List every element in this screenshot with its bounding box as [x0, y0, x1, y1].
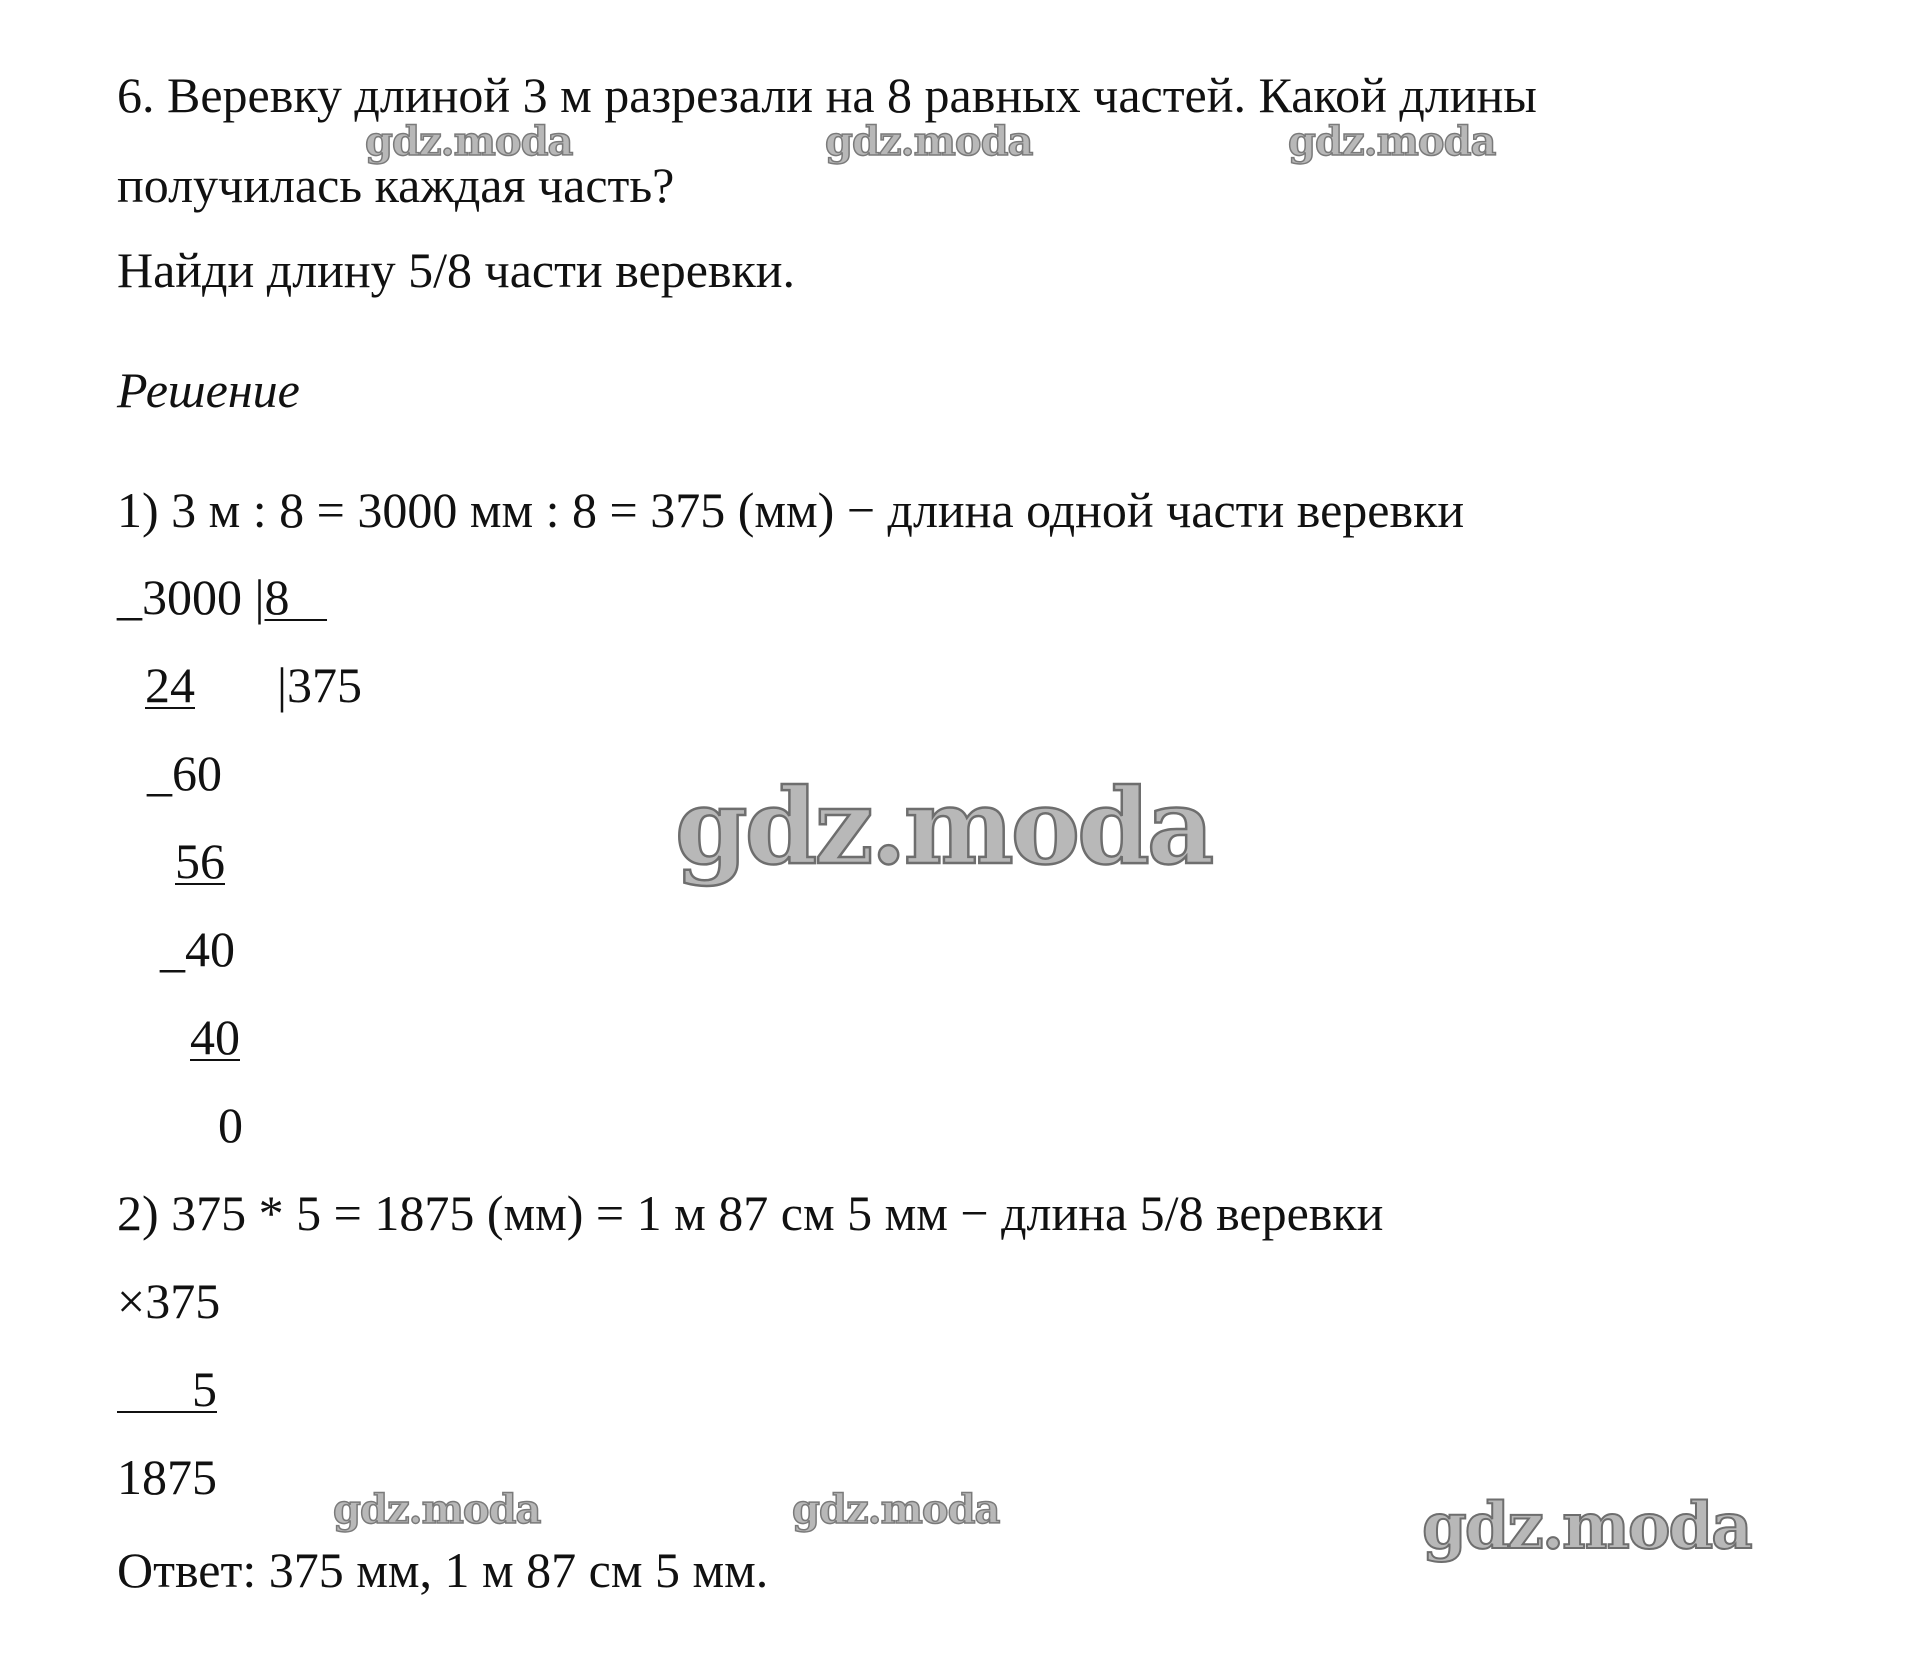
watermark: gdz.moda	[675, 765, 1212, 888]
division-rem-2: _40	[160, 921, 235, 977]
problem-line-1: 6. Веревку длиной 3 м разрезали на 8 равных частей. Какой длины	[117, 67, 1537, 123]
division-sub-3	[190, 1009, 240, 1065]
division-rem-3: 0	[218, 1097, 243, 1153]
multiplication-product: 1875	[117, 1449, 217, 1505]
division-bar: |	[254, 569, 265, 625]
multiplication-factor-1: ×375	[117, 1273, 221, 1329]
division-minus-sign: _	[117, 569, 142, 625]
division-dividend: 3000	[142, 569, 242, 625]
step-2: 2) 375 * 5 = 1875 (мм) = 1 м 87 см 5 мм − длина 5/8 веревки	[117, 1185, 1384, 1241]
watermark: gdz.moda	[1288, 118, 1496, 165]
division-rem-1: _60	[147, 745, 222, 801]
watermark: gdz.moda	[792, 1486, 1000, 1533]
division-sub-1-value: 24	[145, 657, 195, 713]
division-sub-2	[175, 833, 225, 889]
watermark: gdz.moda	[365, 118, 573, 165]
answer: Ответ: 375 мм, 1 м 87 см 5 мм.	[117, 1542, 769, 1598]
division-quotient-bar: |	[277, 657, 288, 713]
watermark: gdz.moda	[333, 1486, 541, 1533]
solution-heading: Решение	[117, 362, 300, 418]
division-sub-3-value: 40	[190, 1009, 240, 1065]
division-quotient: 375	[287, 657, 363, 713]
division-divisor: 8	[264, 569, 328, 625]
division-sub-2-value: 56	[175, 833, 225, 889]
watermark: gdz.moda	[825, 118, 1033, 165]
step-1: 1) 3 м : 8 = 3000 мм : 8 = 375 (мм) − длина одной части веревки	[117, 482, 1465, 538]
division-row-1	[117, 569, 328, 625]
problem-line-2: получилась каждая часть?	[117, 157, 675, 213]
problem-line-3: Найди длину 5/8 части веревки.	[117, 242, 796, 298]
division-quotient-row	[277, 657, 363, 713]
multiplication-factor-2-value: 5	[117, 1361, 217, 1417]
division-sub-1	[145, 657, 195, 713]
watermark: gdz.moda	[1422, 1489, 1751, 1564]
multiplication-factor-2	[117, 1361, 217, 1417]
